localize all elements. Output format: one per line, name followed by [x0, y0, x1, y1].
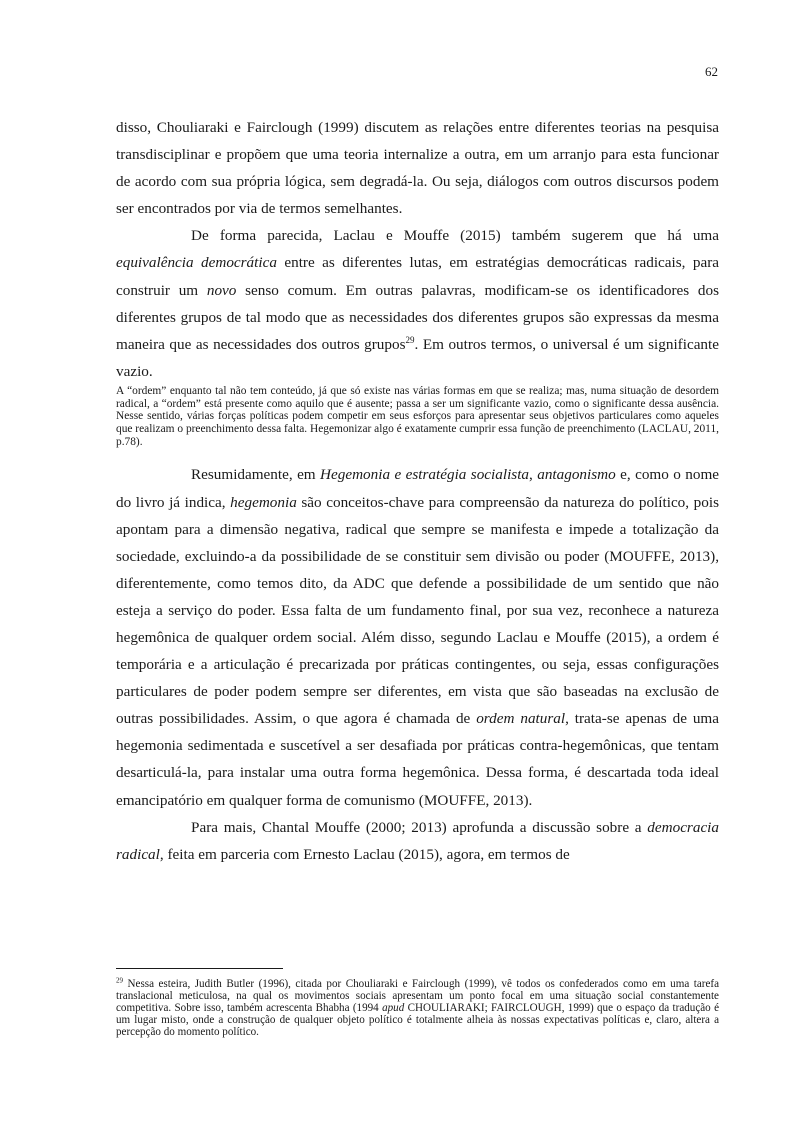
page-number: 62	[705, 64, 718, 79]
paragraph-3-text-1: Resumidamente, em	[191, 466, 321, 484]
paragraph-3	[116, 461, 719, 813]
paragraph-4-emphasis-1: democracia radical	[116, 818, 719, 863]
paragraph-3-text-4: são conceitos-chave para compreensão da natureza do político, pois apontam para a dimensão negativa, radical que sempre se manifesta e impede a totalização da sociedade, excluindo-a da possibilidade de se constituir sem divisão ou poder (MOUFFE, 2013), diferentemente, como temos dito, da ADC que defende a possibilidade de um sentido que não esteja a serviço do poder. Essa falta de um fundamento final, por sua vez, reconhece a natureza hegemônica de qualquer ordem social. Além disso, segundo Laclau e Mouffe (2015), a ordem é temporária e a articulação é precarizada por práticas contingentes, ou seja, essas configurações particulares de poder podem sempre ser diferentes, em vista que são baseadas na exclusão de outras possibilidades. Assim, o que agora é chamada de	[116, 493, 719, 728]
paragraph-4	[116, 814, 719, 868]
paragraph-4-text-1: Para mais, Chantal Mouffe (2000; 2013) aprofunda a discussão sobre a	[191, 818, 648, 836]
paragraph-3-text-3: e, como o nome do livro já indica,	[116, 466, 720, 511]
paragraph-2	[116, 222, 719, 385]
paragraph-2-emphasis-1: equivalência democrática	[116, 254, 277, 272]
block-quote: A “ordem” enquanto tal não tem conteúdo, já que só existe nas várias formas em que se realiza; mas, numa situação de desordem radical, a “ordem” está presente como aquilo que é ausente; passa a ser um significante vazio, como o significante dessa ausência. Nesse sentido, várias forças políticas podem competir em seus esforços para apresentar seus objetivos particulares como aqueles que realizam o preenchimento dessa falta. Hegemonizar algo é exatamente cumprir essa função de preenchimento (LACLAU, 2011, p.78).	[116, 384, 719, 448]
paragraph-2-text-1: De forma parecida, Laclau e Mouffe (2015) também sugerem que há uma	[191, 227, 719, 245]
paragraph-2-emphasis-2: novo	[206, 281, 237, 299]
paragraph-4-text-2: , feita em parceria com Ernesto Laclau (2015), agora, em termos de	[159, 845, 570, 863]
paragraph-3-text-5: , trata-se apenas de uma hegemonia sedimentada e suscetível a ser desafiada por práticas contra-hegemônicas, que tentam desarticulá-la, para instalar uma outra forma hegemônica. Dessa forma, é descartada toda ideal emancipatório em qualquer forma de comunismo (MOUFFE, 2013).	[116, 710, 719, 809]
footnote-text-2: CHOULIARAKI; FAIRCLOUGH, 1999) que o espaço da tradução é um lugar misto, onde a construção de qualquer objeto político é totalmente alheia às nossas expectativas políticas e, claro, altera a percepção do momento político.	[116, 1002, 719, 1039]
paragraph-2-text-3: senso comum. Em outras palavras, modificam-se os identificadores dos diferentes grupos de tal modo que as necessidades dos diferentes grupos são expressas da mesma maneira que as necessidades dos outros grupos	[116, 281, 719, 353]
paragraph-3-text-2: ,	[529, 466, 538, 484]
paragraph-3-emphasis-4: ordem natural	[476, 710, 566, 728]
paragraph-3-emphasis-1: Hegemonia e estratégia socialista	[320, 466, 530, 484]
paragraph-2-text-2: entre as diferentes lutas, em estratégias democráticas radicais, para construir um	[116, 254, 719, 299]
paragraph-3-emphasis-3: hegemonia	[230, 493, 297, 511]
footnote-separator	[116, 968, 283, 969]
paragraph-3-emphasis-2: antagonismo	[537, 466, 616, 484]
footnote-reference[interactable]: 29	[405, 334, 415, 345]
paragraph-2-text-4: . Em outros termos, o universal é um significante vazio.	[116, 335, 719, 380]
paragraph-1: disso, Chouliaraki e Fairclough (1999) discutem as relações entre diferentes teorias na pesquisa transdisciplinar e propõem que uma teoria internalize a outra, em um arranjo para esta funcionar de acordo com sua própria lógica, sem degradá-la. Ou seja, diálogos com outros discursos podem ser encontrados por via de termos semelhantes.	[116, 119, 719, 218]
footnote-text-1: Nessa esteira, Judith Butler (1996), citada por Chouliaraki e Fairclough (1999), vê todos os confederados como em uma tarefa translacional meticulosa, na qual os movimentos sociais apresentam um ponto focal em uma situação social constantemente competitiva. Sobre isso, também acrescenta Bhabha (1994	[116, 978, 719, 1015]
footnote-emphasis-1: apud	[382, 1002, 405, 1015]
footnote	[116, 978, 719, 1038]
body-text	[116, 114, 719, 868]
footnote-number: 29	[116, 976, 123, 985]
